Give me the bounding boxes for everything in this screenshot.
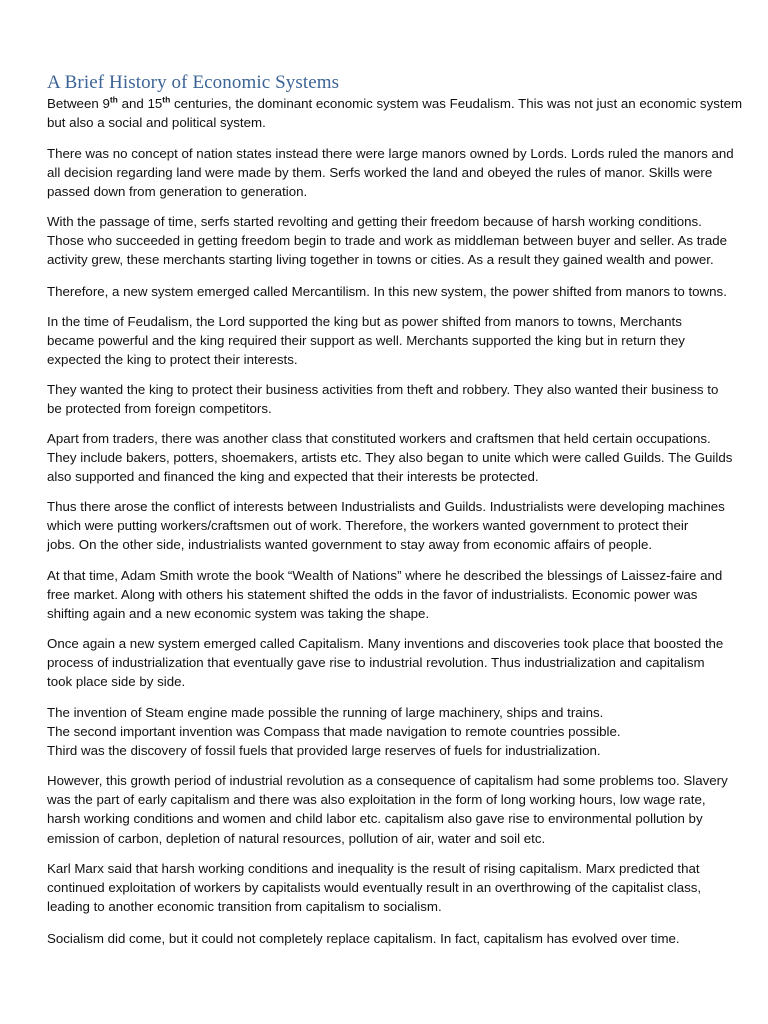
paragraph-line: free market. Along with others his statement shifted the odds in the favor of industrialists. Economic power was: [47, 587, 698, 603]
paragraph-line: They wanted the king to protect their business activities from theft and robbery. They also wanted their business to: [47, 382, 719, 397]
paragraph-line: Those who succeeded in getting freedom begin to trade and work as middleman between buyer and seller. As trade: [47, 233, 728, 249]
paragraph-line: but also a social and political system.: [47, 115, 266, 131]
paragraph-line: which were putting workers/craftsmen out of work. Therefore, the workers wanted government to protect their: [47, 518, 689, 534]
paragraph-line: There was no concept of nation states instead there were large manors owned by Lords. Lords ruled the manors and: [47, 146, 734, 161]
paragraph: [47, 771, 728, 848]
paragraph-line: Therefore, a new system emerged called Mercantilism. In this new system, the power shifted from manors to towns.: [47, 284, 727, 299]
paragraph-line: However, this growth period of industrial revolution as a consequence of capitalism had some problems too. Slavery: [47, 773, 728, 788]
paragraph: [47, 429, 732, 487]
paragraph-line: continued exploitation of workers by capitalists would eventually result in an overthrowing of the capitalist class,: [47, 880, 702, 896]
paragraph-line: Socialism did come, but it could not completely replace capitalism. In fact, capitalism has evolved over time.: [47, 931, 680, 946]
paragraph-line: expected the king to protect their interests.: [47, 352, 298, 368]
paragraph-line: shifting again and a new economic system was taking the shape.: [47, 606, 430, 622]
paragraph-line: With the passage of time, serfs started revolting and getting their freedom because of harsh working conditions.: [47, 214, 702, 229]
paragraph-line: In the time of Feudalism, the Lord supported the king but as power shifted from manors to towns, Merchants: [47, 314, 682, 329]
paragraph: [47, 859, 701, 917]
paragraph: [47, 703, 621, 761]
paragraph-line: jobs. On the other side, industrialists wanted government to stay away from economic affairs of people.: [47, 537, 653, 553]
document-title: A Brief History of Economic Systems: [47, 72, 340, 93]
paragraph-line: emission of carbon, depletion of natural resources, pollution of air, water and soil etc.: [47, 830, 546, 846]
paragraph-line: leading to another economic transition from capitalism to socialism.: [47, 899, 442, 915]
text-run: Between 9: [47, 96, 110, 111]
paragraph-line: activity grew, these merchants starting living together in towns or cities. As a result they gained wealth and power.: [47, 252, 714, 268]
paragraph-line: Apart from traders, there was another class that constituted workers and craftsmen that held certain occupations.: [47, 431, 711, 446]
paragraph: [47, 282, 727, 301]
paragraph: [47, 94, 742, 132]
text-run: and 15: [117, 96, 163, 111]
paragraph: [47, 380, 718, 418]
paragraph-line: also supported and financed the king and expected that their interests be protected.: [47, 469, 539, 485]
paragraph-line: took place side by side.: [47, 674, 186, 690]
paragraph-line: all decision regarding land were made by them. Serfs worked the land and obeyed the rules of manor. Skills were: [47, 165, 713, 181]
paragraph-line: be protected from foreign competitors.: [47, 401, 272, 417]
paragraph-line: At that time, Adam Smith wrote the book “Wealth of Nations” where he described the blessings of Laissez-faire and: [47, 568, 723, 583]
paragraph: [47, 312, 685, 370]
paragraph: [47, 634, 723, 692]
text-run: centuries, the dominant economic system was Feudalism. This was not just an economic system: [170, 96, 743, 111]
paragraph-line: They include bakers, potters, shoemakers, artists etc. They also began to unite which were called Guilds. The Guilds: [47, 450, 733, 466]
paragraph-line: became powerful and the king required their support as well. Merchants supported the king but in return they: [47, 333, 685, 349]
paragraph-line: Thus there arose the conflict of interests between Industrialists and Guilds. Industrialists were developing machines: [47, 499, 725, 514]
paragraph: [47, 212, 727, 270]
superscript: th: [162, 94, 171, 105]
paragraph-line: The invention of Steam engine made possible the running of large machinery, ships and trains.: [47, 705, 604, 720]
paragraph-line: Once again a new system emerged called Capitalism. Many inventions and discoveries took place that boosted the: [47, 636, 724, 651]
paragraph-line: Karl Marx said that harsh working conditions and inequality is the result of rising capitalism. Marx predicted that: [47, 861, 700, 876]
paragraph: [47, 497, 725, 555]
paragraph-line: passed down from generation to generation.: [47, 184, 308, 200]
paragraph-line: [47, 94, 742, 113]
paragraph: [47, 929, 680, 948]
superscript: th: [109, 94, 118, 105]
paragraph-line: process of industrialization that eventually gave rise to industrial revolution. Thus industrialization and capitalism: [47, 655, 705, 671]
paragraph-line: The second important invention was Compass that made navigation to remote countries possible.: [47, 724, 621, 740]
paragraph-line: Third was the discovery of fossil fuels that provided large reserves of fuels for industrialization.: [47, 743, 601, 759]
paragraph: [47, 566, 722, 624]
paragraph-line: harsh working conditions and women and child labor etc. capitalism also gave rise to environmental pollution by: [47, 811, 703, 827]
paragraph: [47, 144, 734, 202]
paragraph-line: was the part of early capitalism and there was also exploitation in the form of long working hours, low wage rate,: [47, 792, 706, 808]
